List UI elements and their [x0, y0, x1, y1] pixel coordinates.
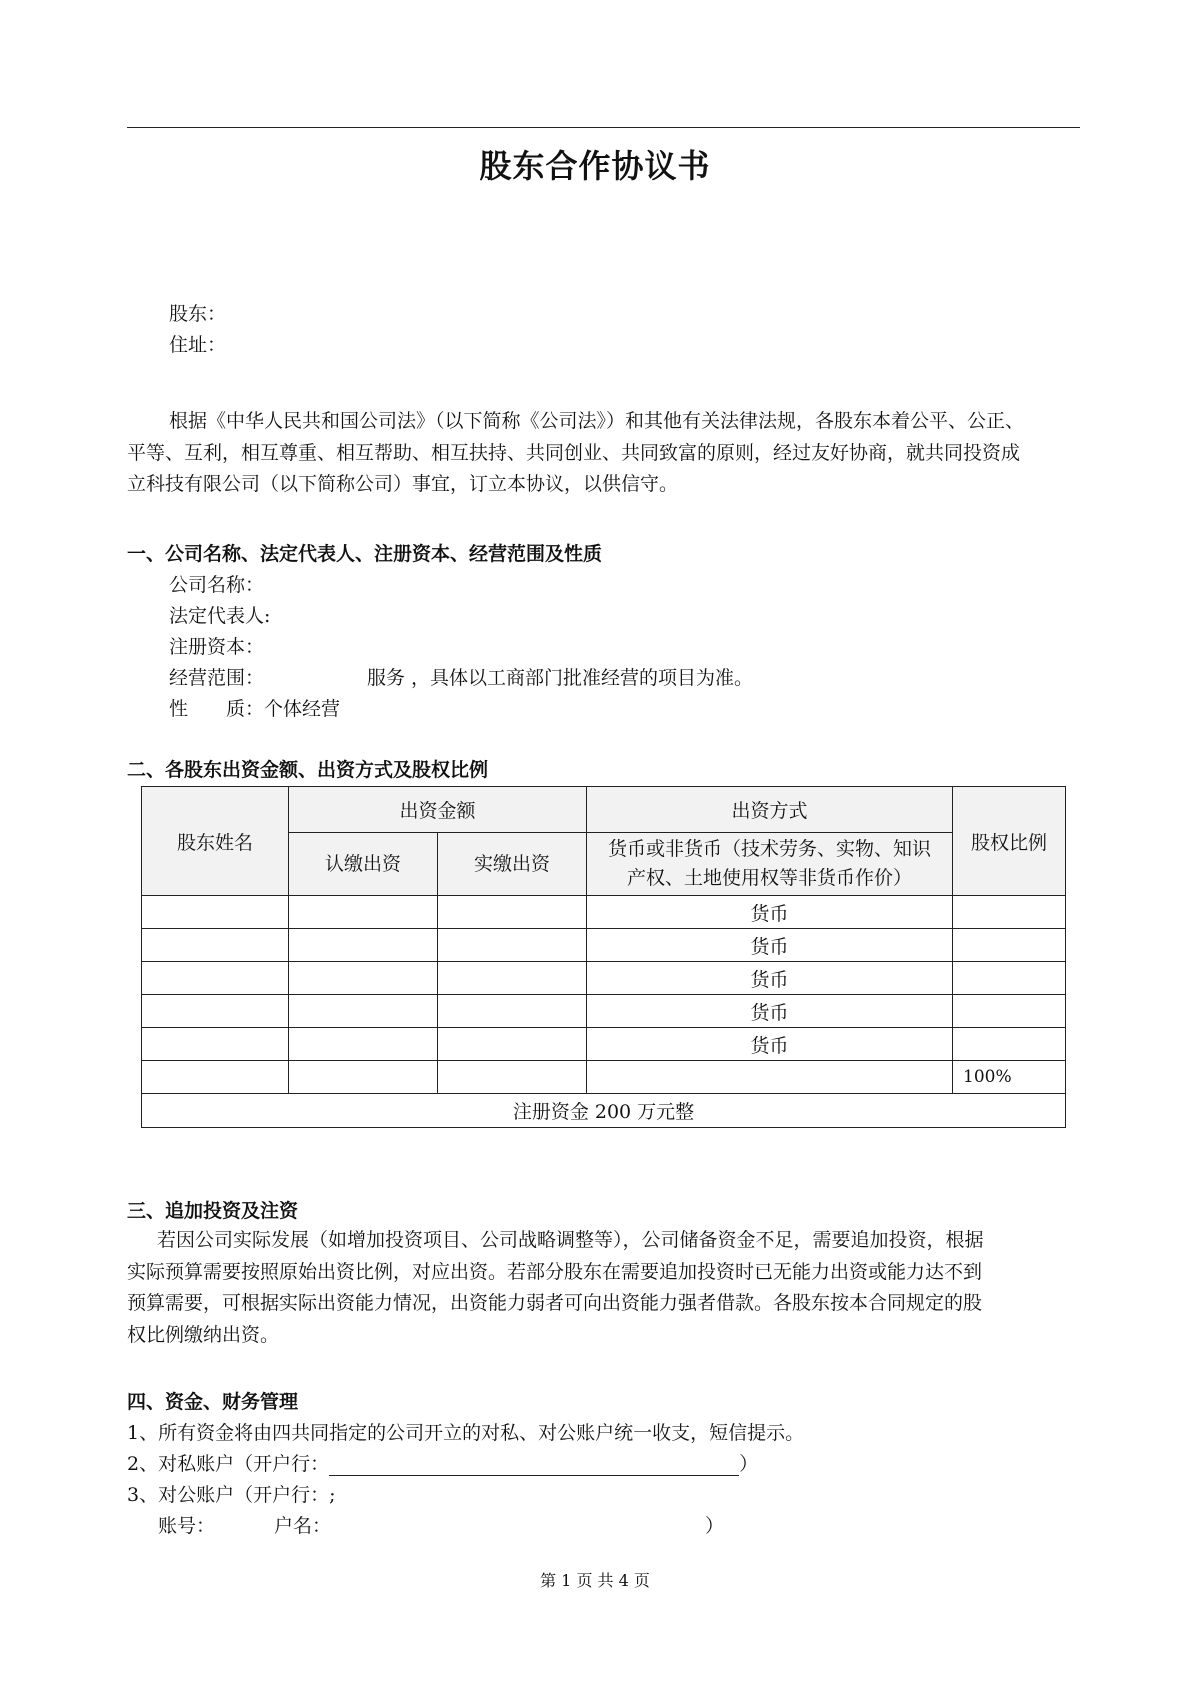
- cell-name: [142, 962, 289, 995]
- cell-method: 货币: [587, 995, 953, 1028]
- section3-line: 预算需要，可根据实际出资能力情况，出资能力弱者可向出资能力强者借款。各股东按本合同规定的股: [127, 1292, 983, 1314]
- intro-line: 立科技有限公司（以下简称公司）事宜，订立本协议，以供信守。: [127, 473, 679, 495]
- section3-paragraph: [127, 1225, 1085, 1351]
- account-close-paren: ）: [705, 1515, 725, 1537]
- cell-subscribed: [289, 1061, 438, 1094]
- cell-method: 货币: [587, 962, 953, 995]
- header-method-detail: [587, 833, 953, 896]
- company-name-label: 公司名称：: [169, 574, 265, 596]
- account-number-label: 账号：: [158, 1515, 216, 1537]
- document-title: 股东合作协议书: [479, 147, 711, 185]
- cell-name: [142, 1028, 289, 1061]
- section1-heading: 一、公司名称、法定代表人、注册资本、经营范围及性质: [127, 543, 603, 565]
- table-row: [142, 1028, 1066, 1061]
- cell-total-ratio: 100%: [953, 1061, 1066, 1094]
- table-row: [142, 929, 1066, 962]
- section3-line: 权比例缴纳出资。: [127, 1323, 280, 1346]
- cell-method: 货币: [587, 896, 953, 929]
- section2-heading: 二、各股东出资金额、出资方式及股权比例: [127, 759, 489, 781]
- scope-label: 经营范围：: [169, 667, 265, 689]
- cell-name: [142, 896, 289, 929]
- cell-ratio: [953, 896, 1066, 929]
- section3-line: 实际预算需要按照原始出资比例，对应出资。若部分股东在需要追加投资时已无能力出资或能力达不到: [127, 1260, 983, 1283]
- table-row: [142, 896, 1066, 929]
- method-detail-line: 货币或非货币（技术劳务、实物、知识: [608, 838, 932, 860]
- header-amount: 出资金额: [289, 787, 587, 833]
- intro-paragraph: [127, 406, 1085, 501]
- cell-name: [142, 1061, 289, 1094]
- intro-line: 根据《中华人民共和国公司法》（以下简称《公司法》）和其他有关法律法规，各股东本着公平、公正、: [169, 410, 1025, 432]
- header-shareholder-name: 股东姓名: [142, 787, 289, 896]
- cell-subscribed: [289, 1028, 438, 1061]
- scope-value: 服务 ，具体以工商部门批准经营的项目为准。: [367, 667, 754, 689]
- section3-line: 若因公司实际发展（如增加投资项目、公司战略调整等），公司储备资金不足，需要追加投资，根据: [157, 1229, 984, 1251]
- cell-paid: [438, 962, 587, 995]
- table-row: [142, 995, 1066, 1028]
- cell-paid: [438, 929, 587, 962]
- cell-method: 货币: [587, 1028, 953, 1061]
- cell-ratio: [953, 929, 1066, 962]
- header-method: 出资方式: [587, 787, 953, 833]
- legal-rep-label: 法定代表人:: [169, 605, 271, 627]
- table-row: [142, 962, 1066, 995]
- cell-paid: [438, 995, 587, 1028]
- header-rule: [127, 127, 1080, 128]
- close-paren: ）: [739, 1453, 759, 1475]
- cell-paid: [438, 896, 587, 929]
- section3-heading: 三、追加投资及注资: [127, 1200, 299, 1222]
- cell-paid: [438, 1061, 587, 1094]
- cell-ratio: [953, 962, 1066, 995]
- reg-capital-label: 注册资本：: [169, 636, 265, 658]
- header-paid: 实缴出资: [438, 833, 587, 896]
- cell-ratio: [953, 995, 1066, 1028]
- cell-subscribed: [289, 896, 438, 929]
- finance-item-2: [127, 1449, 758, 1476]
- shareholder-label: 股东：: [169, 303, 227, 325]
- cell-method: 货币: [587, 929, 953, 962]
- capital-table: [141, 786, 1066, 1128]
- header-ratio: 股权比例: [953, 787, 1066, 896]
- private-account-label: 2、对私账户（开户行：: [127, 1453, 330, 1475]
- method-detail-line: 产权、土地使用权等非货币作价）: [627, 867, 913, 889]
- page-number: 第 1 页 共 4 页: [540, 1571, 650, 1590]
- bank-blank-line: [329, 1453, 739, 1476]
- cell-subscribed: [289, 929, 438, 962]
- section4-heading: 四、资金、财务管理: [127, 1391, 299, 1413]
- cell-name: [142, 995, 289, 1028]
- table-total-row: [142, 1061, 1066, 1094]
- header-subscribed: 认缴出资: [289, 833, 438, 896]
- account-holder-label: 户名：: [274, 1515, 332, 1537]
- finance-item-3: 3、对公账户（开户行：;: [127, 1484, 336, 1506]
- finance-item-1: 1、所有资金将由四共同指定的公司开立的对私、对公账户统一收支，短信提示。: [127, 1422, 805, 1444]
- cell-ratio: [953, 1028, 1066, 1061]
- cell-paid: [438, 1028, 587, 1061]
- table-footer-capital: 注册资金 200 万元整: [142, 1094, 1066, 1128]
- address-label: 住址：: [169, 334, 227, 356]
- cell-name: [142, 929, 289, 962]
- nature-label: 性 质：个体经营: [169, 698, 341, 720]
- cell-method: [587, 1061, 953, 1094]
- cell-subscribed: [289, 995, 438, 1028]
- intro-line: 平等、互利，相互尊重、相互帮助、相互扶持、共同创业、共同致富的原则，经过友好协商，就共同投资成: [127, 441, 1021, 464]
- cell-subscribed: [289, 962, 438, 995]
